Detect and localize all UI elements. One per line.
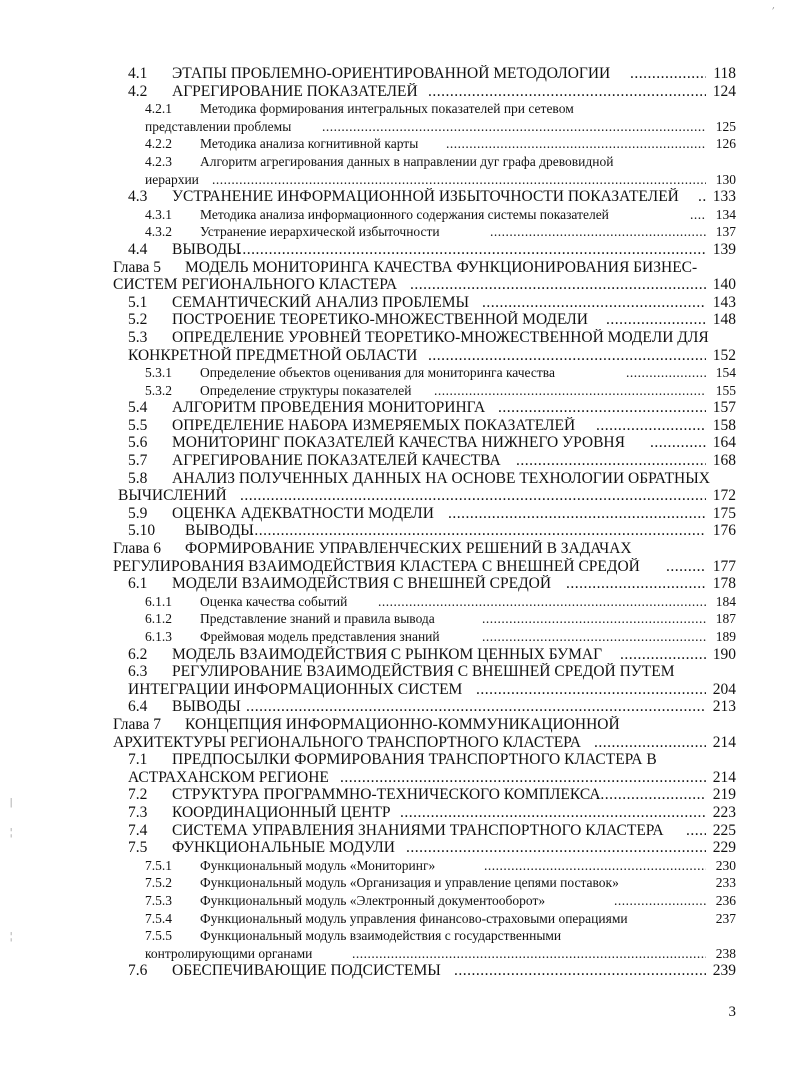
toc-title: АГРЕГИРОВАНИЕ ПОКАЗАТЕЛЕЙ: [172, 82, 418, 100]
toc-number: 7.5.2: [145, 875, 172, 891]
toc-page: 158: [712, 416, 736, 434]
toc-chapter-entry[interactable]: [0, 259, 794, 277]
page-number: 3: [728, 1004, 736, 1020]
toc-page: 189: [715, 629, 736, 644]
toc-number: 5.3.1: [145, 365, 172, 381]
toc-title: МОДЕЛИ ВЗАИМОДЕЙСТВИЯ С ВНЕШНЕЙ СРЕДОЙ: [172, 575, 552, 593]
toc-entry[interactable]: [0, 135, 794, 153]
dot-leader: [322, 118, 706, 136]
dot-leader: [352, 945, 706, 963]
toc-page: 178: [712, 575, 736, 593]
toc-entry[interactable]: [0, 505, 794, 523]
toc-number: 5.6: [128, 434, 148, 452]
toc-entry[interactable]: [0, 822, 794, 840]
toc-title: АГРЕГИРОВАНИЕ ПОКАЗАТЕЛЕЙ КАЧЕСТВА: [172, 452, 501, 470]
dot-leader: [626, 364, 706, 382]
toc-title: ОБЕСПЕЧИВАЮЩИЕ ПОДСИСТЕМЫ: [172, 962, 441, 980]
toc-title: СТРУКТУРА ПРОГРАММНО-ТЕХНИЧЕСКОГО КОМПЛЕКСА: [172, 786, 601, 804]
dot-leader: [614, 892, 706, 910]
toc-title: ВЫВОДЫ: [172, 698, 241, 716]
toc-number: 5.2: [128, 311, 148, 329]
toc-page: 213: [712, 698, 736, 716]
dot-leader: [516, 452, 706, 470]
toc-number: 5.8: [128, 469, 148, 487]
toc-entry[interactable]: [0, 206, 794, 224]
toc-title: Определение объектов оценивания для мониторинга качества: [200, 365, 555, 381]
toc-number: 7.5.4: [145, 910, 172, 926]
toc-number: 7.5.3: [145, 892, 172, 908]
toc-page: 154: [715, 365, 736, 381]
toc-entry[interactable]: [0, 83, 794, 101]
toc-number: 7.6: [128, 962, 148, 980]
toc-entry[interactable]: [0, 434, 794, 452]
toc-entry-continuation[interactable]: [0, 681, 794, 699]
toc-title: Представление знаний и правила вывода: [200, 611, 435, 627]
scan-artifact: ¦: [10, 930, 13, 942]
toc-number: 4.3.2: [145, 224, 172, 240]
toc-entry-continuation[interactable]: [0, 276, 794, 294]
dot-leader: [476, 681, 706, 699]
toc-entry[interactable]: [0, 100, 794, 118]
toc-entry[interactable]: [0, 65, 794, 83]
toc-title: Алгоритм агрегирования данных в направлении дуг графа древовидной: [200, 153, 614, 169]
toc-entry[interactable]: [0, 593, 794, 611]
toc-number: 5.1: [128, 293, 148, 311]
toc-page: 164: [712, 434, 736, 452]
toc-number: 6.2: [128, 645, 148, 663]
dot-leader: [482, 610, 706, 628]
toc-title: ИНТЕГРАЦИИ ИНФОРМАЦИОННЫХ СИСТЕМ: [128, 680, 463, 698]
toc-entry[interactable]: [0, 786, 794, 804]
toc-number: 6.4: [128, 698, 148, 716]
toc-title: АСТРАХАНСКОМ РЕГИОНЕ: [128, 768, 329, 786]
dot-leader: [594, 734, 706, 752]
toc-title: СИСТЕМА УПРАВЛЕНИЯ ЗНАНИЯМИ ТРАНСПОРТНОГО КЛАСТЕРА: [172, 821, 664, 839]
toc-page: 219: [712, 786, 736, 804]
toc-entry-continuation[interactable]: [0, 945, 794, 963]
dot-leader: [482, 294, 706, 312]
dot-leader: [406, 839, 706, 857]
toc-number: 4.1: [128, 65, 148, 82]
dot-leader: [246, 698, 706, 716]
dot-leader: [240, 487, 706, 505]
toc-title: КООРДИНАЦИОННЫЙ ЦЕНТР: [172, 803, 391, 821]
toc-entry[interactable]: [0, 399, 794, 417]
toc-entry[interactable]: [0, 927, 794, 945]
toc-title: Устранение иерархической избыточности: [200, 224, 440, 240]
toc-page: 238: [715, 945, 736, 961]
toc-page: 168: [712, 452, 736, 470]
toc-entry[interactable]: [0, 223, 794, 241]
toc-entry-continuation[interactable]: [0, 347, 794, 365]
dot-leader: [446, 135, 706, 153]
dot-leader: [238, 241, 706, 259]
scan-artifact: ׳: [772, 4, 775, 16]
toc-title: Методика анализа когнитивной карты: [200, 136, 419, 152]
toc-page: 187: [715, 611, 736, 627]
scan-artifact: ¦: [10, 826, 13, 838]
toc-title: ФУНКЦИОНАЛЬНЫЕ МОДУЛИ: [172, 839, 395, 857]
toc-title: Функциональный модуль «Мониторинг»: [200, 857, 436, 873]
toc-entry[interactable]: [0, 188, 794, 206]
toc-title: СЕМАНТИЧЕСКИЙ АНАЛИЗ ПРОБЛЕМЫ: [172, 293, 470, 311]
toc-title: ПРЕДПОСЫЛКИ ФОРМИРОВАНИЯ ТРАНСПОРТНОГО КЛАСТЕРА В: [172, 751, 657, 769]
dot-leader: [454, 962, 706, 980]
toc-page: 133: [712, 188, 736, 206]
toc-page: 137: [715, 224, 736, 240]
toc-title: Методика анализа информационного содержания системы показателей: [200, 206, 609, 222]
dot-leader: [686, 822, 706, 840]
toc-entry[interactable]: [0, 628, 794, 646]
toc-title: РЕГУЛИРОВАНИЯ ВЗАИМОДЕЙСТВИЯ КЛАСТЕРА С ВНЕШНЕЙ СРЕДОЙ: [113, 557, 640, 575]
toc-number: 6.1.1: [145, 593, 172, 609]
toc-page: 177: [712, 557, 736, 575]
toc-page: 155: [715, 382, 736, 398]
dot-leader: [690, 206, 706, 224]
toc-page: 140: [712, 276, 736, 294]
toc-entry[interactable]: [0, 153, 794, 171]
toc-title: СИСТЕМ РЕГИОНАЛЬНОГО КЛАСТЕРА: [113, 276, 398, 294]
toc-entry[interactable]: [0, 892, 794, 910]
dot-leader: [596, 786, 706, 804]
toc-title: МОДЕЛЬ ВЗАИМОДЕЙСТВИЯ С РЫНКОМ ЦЕННЫХ БУМАГ: [172, 645, 603, 663]
toc-page: 148: [712, 311, 736, 329]
toc-number: 7.5.5: [145, 928, 172, 944]
toc-page: 124: [712, 82, 736, 100]
toc-page: 229: [712, 839, 736, 857]
toc-title: Методика формирования интегральных показателей при сетевом: [200, 101, 574, 117]
dot-leader: [434, 382, 706, 400]
toc-title: МОДЕЛЬ МОНИТОРИНГА КАЧЕСТВА ФУНКЦИОНИРОВАНИЯ БИЗНЕС-: [185, 258, 698, 276]
dot-leader: [484, 857, 706, 875]
toc-entry-continuation[interactable]: [0, 487, 794, 505]
toc-page: 152: [712, 346, 736, 364]
toc-chapter-label: Глава 5: [113, 258, 162, 276]
toc-number: 6.1: [128, 575, 148, 593]
toc-page: 230: [715, 857, 736, 873]
toc-page: 126: [715, 136, 736, 152]
toc-page: 239: [712, 962, 736, 980]
toc-entry[interactable]: [0, 329, 794, 347]
toc-entry[interactable]: [0, 294, 794, 312]
toc-number: 4.2.2: [145, 136, 172, 152]
dot-leader: [666, 558, 706, 576]
dot-leader: [620, 646, 706, 664]
toc-title: Фреймовая модель представления знаний: [200, 629, 440, 644]
toc-title: ФОРМИРОВАНИЕ УПРАВЛЕНЧЕСКИХ РЕШЕНИЙ В ЗАДАЧАХ: [185, 540, 632, 558]
toc-number: 5.9: [128, 504, 148, 522]
toc-chapter-entry[interactable]: [0, 540, 794, 558]
toc-page: 237: [715, 910, 736, 926]
dot-leader: [498, 399, 706, 417]
toc-title: ВЫВОДЫ: [172, 240, 241, 258]
toc-number: 5.3: [128, 328, 148, 346]
dot-leader: [630, 65, 706, 83]
dot-leader: [490, 223, 706, 241]
toc-title: ВЫВОДЫ: [185, 522, 254, 540]
toc-page: 134: [715, 206, 736, 222]
toc-page: 139: [712, 240, 736, 258]
toc-entry[interactable]: [0, 874, 794, 892]
toc-title: Определение структуры показателей: [200, 382, 412, 398]
toc-page: 176: [712, 522, 736, 540]
dot-leader: [448, 505, 706, 523]
toc-page: 190: [712, 645, 736, 663]
toc-title: ОЦЕНКА АДЕКВАТНОСТИ МОДЕЛИ: [172, 504, 434, 522]
table-of-contents: [0, 65, 794, 980]
toc-entry[interactable]: [0, 452, 794, 470]
toc-title: ОПРЕДЕЛЕНИЕ НАБОРА ИЗМЕРЯЕМЫХ ПОКАЗАТЕЛЕЙ: [172, 416, 576, 434]
toc-chapter-label: Глава 6: [113, 540, 162, 558]
toc-entry[interactable]: [0, 575, 794, 593]
dot-leader: [596, 417, 706, 435]
toc-page: 118: [713, 65, 736, 82]
toc-title: контролирующими органами: [145, 945, 313, 961]
toc-title: иерархии: [145, 171, 199, 187]
toc-title: Функциональный модуль взаимодействия с государственными: [200, 928, 562, 944]
dot-leader: [250, 522, 706, 540]
toc-number: 4.3: [128, 188, 148, 206]
dot-leader: [410, 276, 706, 294]
toc-title: Оценка качества событий: [200, 593, 348, 609]
toc-number: 5.10: [128, 522, 156, 540]
toc-page: 184: [715, 593, 736, 609]
toc-number: 4.3.1: [145, 206, 172, 222]
toc-page: 204: [712, 680, 736, 698]
toc-entry[interactable]: [0, 610, 794, 628]
toc-number: 4.2.3: [145, 153, 172, 169]
toc-entry[interactable]: [0, 804, 794, 822]
toc-number: 7.3: [128, 803, 148, 821]
toc-page: 214: [712, 768, 736, 786]
toc-entry[interactable]: [0, 522, 794, 540]
dot-leader: [428, 83, 706, 101]
dot-leader: [212, 171, 706, 189]
toc-title: представлении проблемы: [145, 118, 292, 134]
toc-entry[interactable]: [0, 311, 794, 329]
dot-leader: [428, 347, 706, 365]
toc-entry[interactable]: [0, 470, 794, 488]
toc-page: 236: [715, 892, 736, 908]
toc-number: 5.5: [128, 416, 148, 434]
toc-entry[interactable]: [0, 698, 794, 716]
toc-entry-continuation[interactable]: [0, 171, 794, 189]
dot-leader: [606, 311, 706, 329]
toc-page: 143: [712, 293, 736, 311]
toc-number: 7.1: [128, 751, 148, 769]
dot-leader: [698, 188, 706, 206]
toc-entry[interactable]: [0, 962, 794, 980]
toc-page: 223: [712, 803, 736, 821]
toc-number: 4.2: [128, 82, 148, 100]
toc-title: РЕГУЛИРОВАНИЕ ВЗАИМОДЕЙСТВИЯ С ВНЕШНЕЙ СРЕДОЙ ПУТЕМ: [172, 663, 675, 681]
dot-leader: [378, 593, 706, 611]
toc-entry[interactable]: [0, 839, 794, 857]
toc-page: 130: [715, 171, 736, 187]
toc-entry-continuation[interactable]: [0, 558, 794, 576]
toc-title: ОПРЕДЕЛЕНИЕ УРОВНЕЙ ТЕОРЕТИКО-МНОЖЕСТВЕННОЙ МОДЕЛИ ДЛЯ: [172, 328, 709, 346]
toc-number: 4.2.1: [145, 101, 172, 117]
toc-number: 6.1.3: [145, 629, 172, 644]
toc-number: 7.2: [128, 786, 148, 804]
toc-entry[interactable]: [0, 857, 794, 875]
toc-number: 7.5.1: [145, 857, 172, 873]
toc-entry[interactable]: [0, 646, 794, 664]
toc-entry[interactable]: [0, 910, 794, 928]
toc-entry[interactable]: [0, 417, 794, 435]
toc-number: 5.3.2: [145, 382, 172, 398]
dot-leader: [482, 628, 706, 646]
dot-leader: [650, 434, 706, 452]
toc-title: ПОСТРОЕНИЕ ТЕОРЕТИКО-МНОЖЕСТВЕННОЙ МОДЕЛИ: [172, 311, 588, 329]
toc-title: АНАЛИЗ ПОЛУЧЕННЫХ ДАННЫХ НА ОСНОВЕ ТЕХНОЛОГИИ ОБРАТНЫХ: [172, 469, 710, 487]
toc-entry[interactable]: [0, 751, 794, 769]
toc-chapter-entry[interactable]: [0, 716, 794, 734]
toc-page: 172: [712, 487, 736, 505]
toc-entry[interactable]: [0, 382, 794, 400]
toc-title: Функциональный модуль управления финансово-страховыми операциями: [200, 910, 628, 926]
toc-title: АЛГОРИТМ ПРОВЕДЕНИЯ МОНИТОРИНГА: [172, 399, 486, 417]
toc-title: ЭТАПЫ ПРОБЛЕМНО-ОРИЕНТИРОВАННОЙ МЕТОДОЛОГИИ: [172, 65, 611, 82]
toc-page: 175: [712, 504, 736, 522]
toc-number: 4.4: [128, 240, 148, 258]
toc-page: 233: [715, 875, 736, 891]
toc-title: КОНКРЕТНОЙ ПРЕДМЕТНОЙ ОБЛАСТИ: [128, 346, 418, 364]
toc-entry[interactable]: [0, 663, 794, 681]
toc-entry-continuation[interactable]: [0, 734, 794, 752]
toc-page: 125: [715, 118, 736, 134]
toc-title: КОНЦЕПЦИЯ ИНФОРМАЦИОННО-КОММУНИКАЦИОННОЙ: [185, 715, 620, 733]
dot-leader: [566, 575, 706, 593]
toc-number: 5.7: [128, 452, 148, 470]
toc-entry-continuation[interactable]: [0, 118, 794, 136]
toc-entry[interactable]: [0, 241, 794, 259]
toc-number: 6.1.2: [145, 611, 172, 627]
toc-number: 7.5: [128, 839, 148, 857]
toc-title: ВЫЧИСЛЕНИЙ: [118, 487, 227, 505]
toc-page: 157: [712, 399, 736, 417]
toc-entry-continuation[interactable]: [0, 769, 794, 787]
toc-page: 225: [712, 821, 736, 839]
toc-title: МОНИТОРИНГ ПОКАЗАТЕЛЕЙ КАЧЕСТВА НИЖНЕГО УРОВНЯ: [172, 434, 625, 452]
toc-title: АРХИТЕКТУРЫ РЕГИОНАЛЬНОГО ТРАНСПОРТНОГО КЛАСТЕРА: [113, 733, 582, 751]
dot-leader: [340, 769, 706, 787]
toc-entry[interactable]: [0, 364, 794, 382]
toc-title: Функциональный модуль «Электронный документооборот»: [200, 892, 546, 908]
toc-chapter-label: Глава 7: [113, 715, 162, 733]
toc-number: 6.3: [128, 663, 148, 681]
toc-page: 214: [712, 733, 736, 751]
scan-artifact: |: [10, 796, 13, 808]
toc-title: УСТРАНЕНИЕ ИНФОРМАЦИОННОЙ ИЗБЫТОЧНОСТИ ПОКАЗАТЕЛЕЙ: [172, 188, 679, 206]
toc-title: Функциональный модуль «Организация и управление цепями поставок»: [200, 875, 619, 891]
toc-number: 7.4: [128, 821, 148, 839]
dot-leader: [400, 804, 706, 822]
toc-number: 5.4: [128, 399, 148, 417]
